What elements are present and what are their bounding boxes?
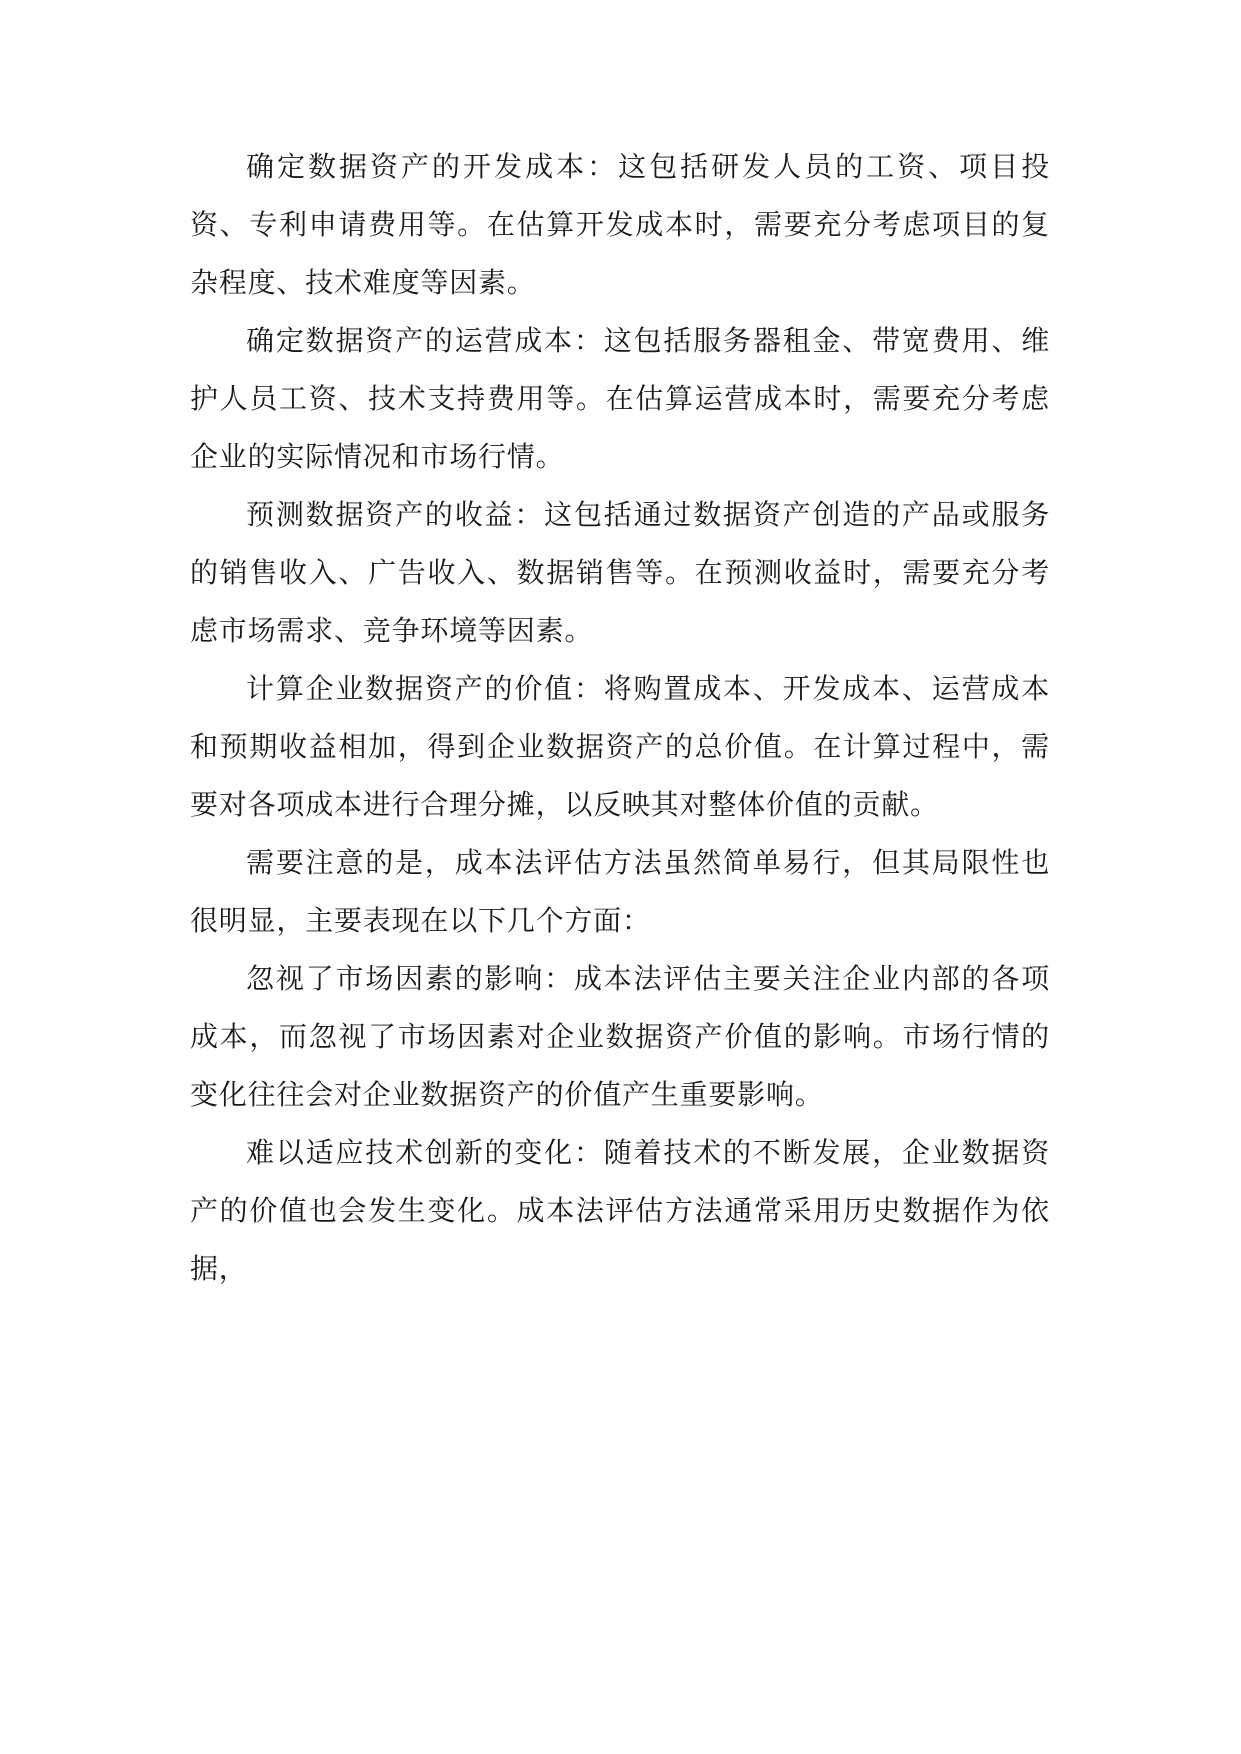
document-body [190, 138, 1050, 1298]
paragraph-limitations-intro: 需要注意的是，成本法评估方法虽然简单易行，但其局限性也很明显，主要表现在以下几个方面： [190, 846, 1050, 937]
paragraph-operating-cost: 确定数据资产的运营成本：这包括服务器租金、带宽费用、维护人员工资、技术支持费用等。在估算运营成本时，需要充分考虑企业的实际情况和市场行情。 [190, 324, 1050, 473]
paragraph-technology-change: 难以适应技术创新的变化：随着技术的不断发展，企业数据资产的价值也会发生变化。成本法评估方法通常采用历史数据作为依据， [190, 1136, 1050, 1285]
paragraph-development-cost: 确定数据资产的开发成本：这包括研发人员的工资、项目投资、专利申请费用等。在估算开发成本时，需要充分考虑项目的复杂程度、技术难度等因素。 [190, 150, 1050, 299]
paragraph-market-factors: 忽视了市场因素的影响：成本法评估主要关注企业内部的各项成本，而忽视了市场因素对企业数据资产价值的影响。市场行情的变化往往会对企业数据资产的价值产生重要影响。 [190, 962, 1050, 1111]
paragraph-value-calculation: 计算企业数据资产的价值：将购置成本、开发成本、运营成本和预期收益相加，得到企业数据资产的总价值。在计算过程中，需要对各项成本进行合理分摊，以反映其对整体价值的贡献。 [190, 672, 1050, 821]
paragraph-revenue-forecast: 预测数据资产的收益：这包括通过数据资产创造的产品或服务的销售收入、广告收入、数据销售等。在预测收益时，需要充分考虑市场需求、竞争环境等因素。 [190, 498, 1050, 647]
